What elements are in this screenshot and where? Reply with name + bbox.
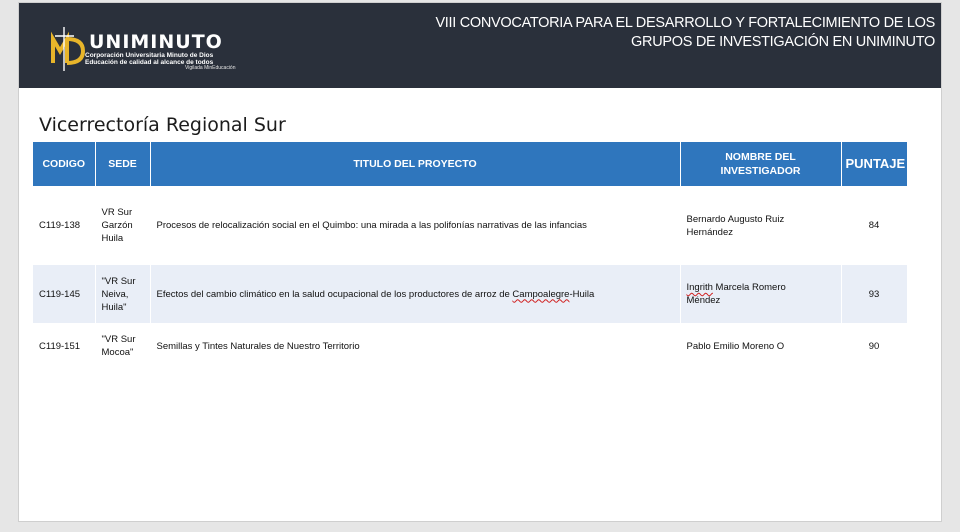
- cell-sede-line: "VR Sur: [101, 334, 136, 345]
- table-header-row: [33, 142, 907, 186]
- cell-sede: [95, 265, 150, 323]
- cell-investigador-line: Bernardo Augusto Ruiz: [686, 213, 785, 225]
- cell-sede-line: Garzón: [101, 220, 133, 231]
- table-row: [33, 323, 907, 369]
- header-codigo: CODIGO: [33, 142, 95, 186]
- cell-sede-line: VR Sur: [101, 207, 133, 218]
- cell-investigador: Pablo Emilio Moreno O: [680, 323, 841, 369]
- header-nombre-line-1: NOMBRE DEL: [725, 151, 796, 163]
- cell-sede: [95, 186, 150, 265]
- cell-titulo-suffix: -Huila: [569, 288, 595, 300]
- cell-puntaje: 90: [841, 323, 907, 369]
- cell-investigador-line: [687, 281, 835, 294]
- banner-title-line-2: GRUPOS DE INVESTIGACIÓN EN UNIMINUTO: [631, 34, 935, 50]
- cell-investigador-line: Méndez: [686, 295, 721, 306]
- cell-titulo-prefix: Efectos del cambio climático en la salud ocupacional de los productores de arroz de: [156, 288, 513, 300]
- slide: [19, 3, 941, 521]
- header-sede: SEDE: [95, 142, 150, 186]
- logo-wordmark: UNIMINUTO: [89, 31, 223, 53]
- cell-sede-line: Neiva,: [101, 288, 129, 300]
- cell-investigador: [680, 265, 841, 323]
- header-nombre-line-2: INVESTIGADOR: [720, 165, 801, 177]
- table-row: [33, 265, 907, 323]
- logo-subtitle-3: Vigilada MinEducación: [185, 65, 236, 71]
- cell-sede-line: Mocoa": [101, 347, 134, 358]
- cell-codigo: C119-138: [33, 186, 95, 265]
- cell-sede: [95, 323, 150, 369]
- cell-codigo: C119-145: [33, 265, 95, 323]
- uniminuto-logo: [49, 27, 249, 77]
- banner-title-line-1: VIII CONVOCATORIA PARA EL DESARROLLO Y FORTALECIMIENTO DE LOS: [435, 15, 935, 31]
- cell-investigador-line: Hernández: [686, 226, 733, 238]
- md-logo-icon: [49, 27, 89, 71]
- projects-table: [33, 142, 908, 369]
- spellcheck-flagged-word: Campoalegre: [512, 288, 570, 300]
- header-puntaje: PUNTAJE: [841, 142, 907, 186]
- cell-titulo: Semillas y Tintes Naturales de Nuestro Territorio: [150, 323, 680, 369]
- cell-puntaje: 93: [841, 265, 907, 323]
- cell-titulo: [150, 265, 680, 323]
- cell-titulo: Procesos de relocalización social en el Quimbo: una mirada a las polifonías narrativas de las infancias: [150, 186, 680, 265]
- logo-subtitle-2: Educación de calidad al alcance de todos: [85, 58, 214, 66]
- cell-sede-line: Huila": [101, 301, 127, 313]
- region-title: Vicerrectoría Regional Sur: [39, 114, 286, 136]
- cell-investigador: [680, 186, 841, 265]
- cell-codigo: C119-151: [33, 323, 95, 369]
- logo-subtitle-1: Corporación Universitaria Minuto de Dios: [85, 52, 214, 59]
- cell-investigador-rest: Marcela Romero: [712, 282, 786, 293]
- header-nombre: [680, 142, 841, 186]
- cell-sede-line: Huila: [101, 233, 124, 244]
- table-row: [33, 186, 907, 265]
- header-banner: [19, 3, 941, 88]
- banner-title: [415, 14, 935, 52]
- header-titulo: TITULO DEL PROYECTO: [150, 142, 680, 186]
- spellcheck-flagged-word: Ingrith: [686, 282, 713, 293]
- cell-sede-line: "VR Sur: [101, 275, 136, 287]
- cell-puntaje: 84: [841, 186, 907, 265]
